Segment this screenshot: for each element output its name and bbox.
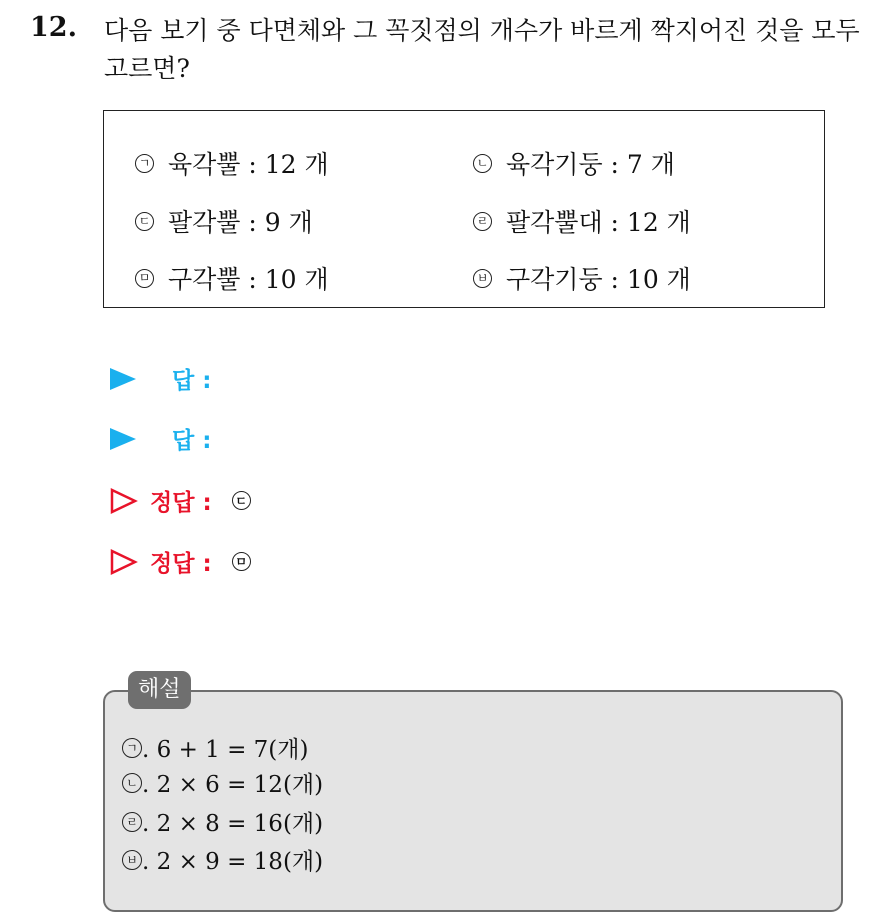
correct-label: 정답 : (150, 551, 212, 577)
option-marker: ㄷ (135, 212, 154, 231)
answer-row-1 (110, 362, 211, 395)
explanation-box (103, 690, 843, 912)
explanation-line-1 (122, 731, 308, 764)
explanation-marker: ㄹ (122, 812, 142, 832)
explanation-line-3 (122, 805, 323, 838)
option-text: 팔각뿔대 : 12 개 (506, 208, 691, 237)
play-arrow-icon (110, 428, 136, 450)
correct-value (232, 491, 251, 510)
question-number: 12. (30, 12, 77, 43)
correct-marker: ㄷ (232, 491, 251, 510)
option-text: 팔각뿔 : 9 개 (168, 208, 313, 237)
option-text: 구각기둥 : 10 개 (506, 265, 691, 294)
option-text: 구각뿔 : 10 개 (168, 265, 329, 294)
explanation-title: 해설 (128, 671, 191, 709)
explanation-marker: ㄴ (122, 773, 142, 793)
explanation-line-4 (122, 843, 323, 876)
option-text: 육각기둥 : 7 개 (506, 150, 675, 179)
answer-label: 답 : (172, 428, 212, 454)
option-text: 육각뿔 : 12 개 (168, 150, 329, 179)
explanation-line-2 (122, 766, 323, 799)
explanation-text: . 2 × 6 = 12(개) (142, 772, 324, 798)
option-marker: ㄴ (473, 154, 492, 173)
correct-row-1 (110, 484, 251, 517)
correct-label: 정답 : (150, 490, 212, 516)
explanation-marker: ㄱ (122, 738, 142, 758)
outline-arrow-icon (110, 549, 138, 575)
option-marker: ㄹ (473, 212, 492, 231)
option-2 (473, 145, 675, 181)
option-marker: ㄱ (135, 154, 154, 173)
correct-marker: ㅁ (232, 552, 251, 571)
option-3 (135, 203, 313, 239)
option-6 (473, 260, 691, 296)
option-4 (473, 203, 691, 239)
option-marker: ㅂ (473, 269, 492, 288)
answer-label: 답 : (172, 368, 212, 394)
explanation-text: . 2 × 8 = 16(개) (142, 811, 324, 837)
question-text: 다음 보기 중 다면체와 그 꼭짓점의 개수가 바르게 짝지어진 것을 모두 고르면? (104, 16, 860, 83)
play-arrow-icon (110, 368, 136, 390)
outline-arrow-icon (110, 488, 138, 514)
option-marker: ㅁ (135, 269, 154, 288)
correct-value (232, 552, 251, 571)
correct-row-2 (110, 545, 251, 578)
explanation-marker: ㅂ (122, 850, 142, 870)
explanation-text: . 6 + 1 = 7(개) (142, 737, 309, 763)
option-5 (135, 260, 329, 296)
explanation-text: . 2 × 9 = 18(개) (142, 849, 324, 875)
option-1 (135, 145, 329, 181)
answer-row-2 (110, 422, 211, 455)
